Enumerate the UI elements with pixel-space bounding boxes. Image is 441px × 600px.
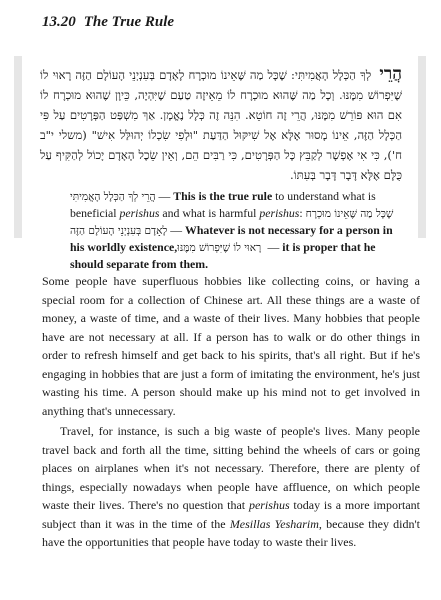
paragraph-text: Travel, for instance, is such a big waste of people's lives. Many people travel back and forth all the time, sitting behind the wheels of cars or going places on airplanes when it's not necessary. Therefore, there are plenty of things, especially nowadays when people have affluence, on which people waste their lives. There's no question that [42,424,420,512]
section-title: The True Rule [83,14,175,30]
paragraph-italic: perishus [248,498,290,512]
translation-italic: perishus [259,206,300,220]
translation-text: and what is harmful [159,206,260,220]
translation-text: : [299,206,306,220]
section-heading [42,14,174,31]
translation-hebrew-2: שֶׁכָּל מַה שֶּׁאֵינוֹ מוּכְרָח לָאָדָם בְּעִנְיְנֵי הָעוֹלָם הַזֶּה [70,208,394,237]
dash: — [167,223,186,237]
paragraph-text: , because they didn't have the opportunities that people have today to waste their lives. [42,516,420,549]
hebrew-source-text [40,64,402,185]
paragraph-italic: Mesillas Yesharim [229,516,319,531]
paragraph-1: Some people have superfluous hobbies like collecting coins, or having a special room for a collection of Chinese art. All these things are a waste of money, a waste of time, and a waste of their lives. Many hobbies that people have are not necessary at all. If a person has to walk or do other things in order to refresh himself and get back to his spirits, that's all right. But if he's engaging in hobbies that are just a form of imitating the environment, he's just wasting his time. A person should make up his mind not to get involved in anything that's unnecessary. [42,274,420,418]
translation-bold-2: Whatever is not necessary for a person in his worldly existence, [70,223,393,254]
source-body: לְךָ הַכְּלָל הָאֲמִיתִּי: שֶׁכָּל מַה שֶּׁאֵינוֹ מוּכְרָח לָאָדָם בְּעִנְיְנֵי הָעוֹלָם הַזֶּה רָאוּי לוֹ שֶׁיִּפְרוֹשׁ מִמֶּנּוּ. וְכָל מַה שֶּׁהוּא מוּכְרָח לוֹ מֵאֵיזֶה טַעַם שֶׁיִּהְיֶה, כֵּיוָן שֶׁהוּא מוּכְרָח לוֹ אִם הוּא פּוֹרֵשׁ מִמֶּנּוּ, הֲרֵי זֶה חוֹטֵא. הִנֵּה זֶה כְּלָל נֶאֱמָן. אַךְ מִשְׁפַּט הַפְּרָטִים עַל פִּי הַכְּלָל הַזֶּה, אֵינוֹ מָסוּר אֶלָּא אֶל שִׁיקּוּל הַדַּעַת "וּלְפִי שִׂכְלוֹ יְהוּלַּל אִישׁ" (משלי י"ב ח'), כִּי אִי אֶפְשָׁר לְקַבֵּץ כָּל הַפְּרָטִים, כִּי רַבִּים הֵם, וְאֵין שֵׂכֶל הָאָדָם יָכוֹל לְהַקִּיף עַל כֻּלָּם אֶלָּא דָּבָר דָּבָר בְּעִתּוֹ. [40,68,402,182]
translation-hebrew-3: רָאוּי לוֹ שֶׁיִּפְרוֹשׁ מִמֶּנּוּ [177,242,265,254]
dash: — [155,189,174,203]
translation-text: to understand what is beneficial [70,189,376,220]
translation-bold-3: it is proper that he should separate from them. [70,240,376,271]
dash: — [264,240,283,254]
section-number: 13.20 [42,14,76,30]
translation-block [70,188,400,272]
paragraph-2 [42,422,420,552]
translation-hebrew-1: הֲרֵי לְךָ הַכְּלָל הָאֲמִיתִּי [70,191,156,203]
translation-bold-1: This is the true rule [173,189,273,203]
body-text [42,272,420,552]
source-lead-word: הֲרֵי [379,64,403,84]
paragraph-text: today is a more important subject than it was in the time of the [42,498,420,531]
translation-italic: perishus [119,206,160,220]
